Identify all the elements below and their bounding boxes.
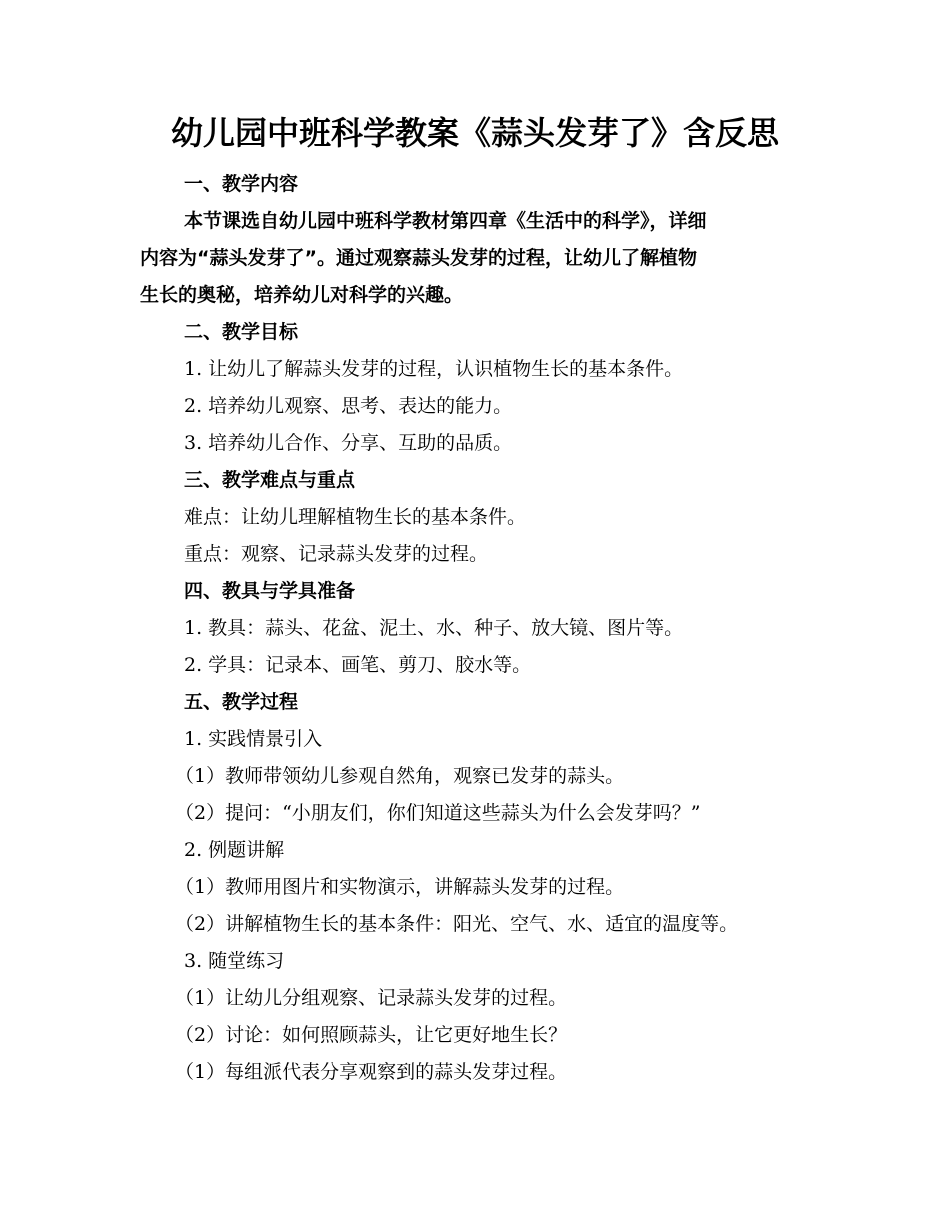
body-paragraph-line: 内容为“蒜头发芽了”。通过观察蒜头发芽的过程，让幼儿了解植物 [140, 247, 697, 269]
document-body [140, 166, 810, 1091]
list-item: 重点：观察、记录蒜头发芽的过程。 [184, 543, 489, 565]
list-item: 3. 随堂练习 [184, 950, 285, 972]
section-heading-process: 五、教学过程 [184, 691, 299, 713]
list-item: 1. 教具：蒜头、花盆、泥土、水、种子、放大镜、图片等。 [184, 617, 684, 639]
list-item: 难点：让幼儿理解植物生长的基本条件。 [184, 506, 527, 528]
section-heading-content: 一、教学内容 [184, 173, 299, 195]
section-heading-materials: 四、教具与学具准备 [184, 580, 356, 602]
section-heading-objectives: 二、教学目标 [184, 321, 299, 343]
sub-list-item: （1）教师用图片和实物演示，讲解蒜头发芽的过程。 [175, 876, 625, 898]
list-item: 1. 实践情景引入 [184, 728, 323, 750]
document-title: 幼儿园中班科学教案《蒜头发芽了》含反思 [170, 114, 779, 152]
sub-list-item: （2）讨论：如何照顾蒜头，让它更好地生长？ [175, 1024, 568, 1046]
section-heading-key-points: 三、教学难点与重点 [184, 469, 356, 491]
body-paragraph-line: 本节课选自幼儿园中班科学教材第四章《生活中的科学》，详细 [184, 210, 707, 232]
body-paragraph-line: 生长的奥秘，培养幼儿对科学的兴趣。 [140, 284, 464, 306]
sub-list-item: （2）讲解植物生长的基本条件：阳光、空气、水、适宜的温度等。 [175, 913, 739, 935]
sub-list-item: （1）让幼儿分组观察、记录蒜头发芽的过程。 [175, 987, 568, 1009]
sub-list-item: （1）教师带领幼儿参观自然角，观察已发芽的蒜头。 [175, 765, 625, 787]
list-item: 3. 培养幼儿合作、分享、互助的品质。 [184, 432, 513, 454]
sub-list-item: （1）每组派代表分享观察到的蒜头发芽过程。 [175, 1061, 568, 1083]
list-item: 2. 例题讲解 [184, 839, 285, 861]
sub-list-item: （2）提问：“小朋友们，你们知道这些蒜头为什么会发芽吗？” [175, 802, 701, 824]
list-item: 2. 学具：记录本、画笔、剪刀、胶水等。 [184, 654, 532, 676]
list-item: 1. 让幼儿了解蒜头发芽的过程，认识植物生长的基本条件。 [184, 358, 684, 380]
list-item: 2. 培养幼儿观察、思考、表达的能力。 [184, 395, 513, 417]
